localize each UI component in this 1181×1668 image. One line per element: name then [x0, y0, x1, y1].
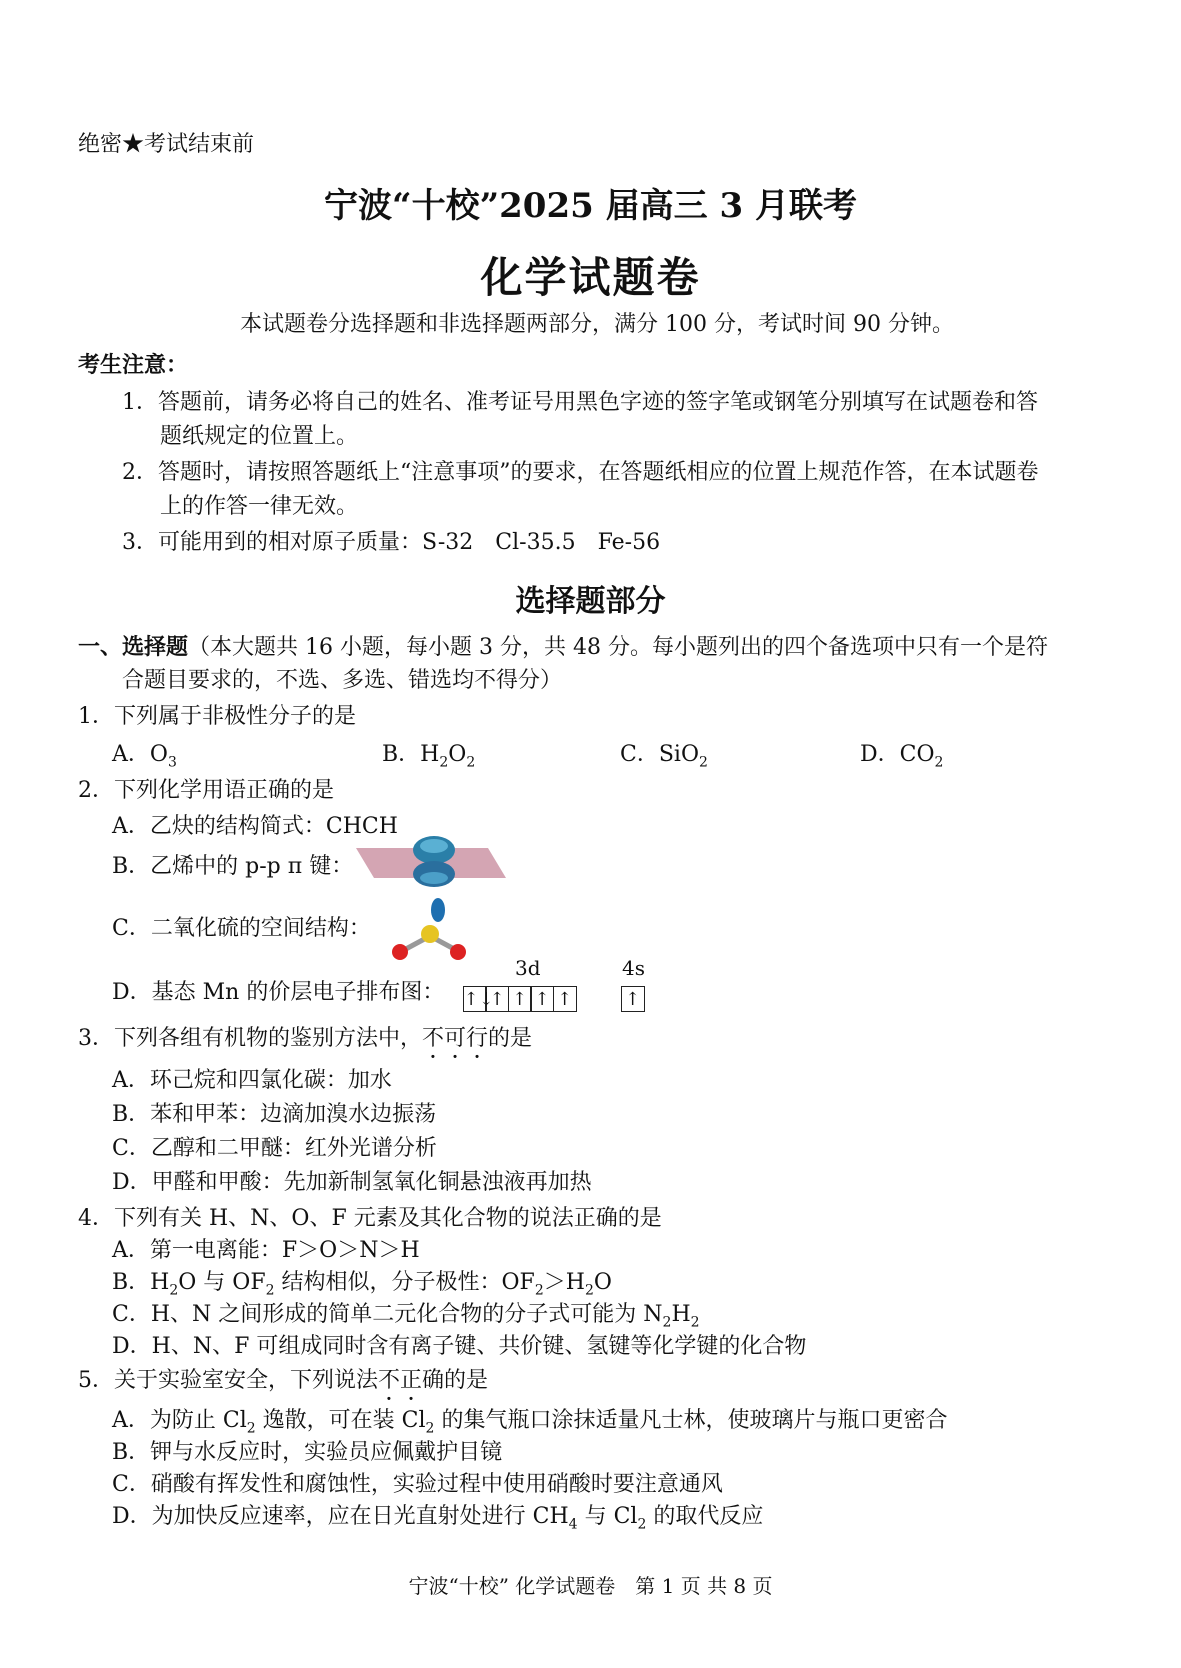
orbital-box: ↑ — [621, 986, 645, 1012]
notice-item-2: 2．答题时，请按照答题纸上“注意事项”的要求，在答题纸相应的位置上规范作答，在本试题卷 — [122, 460, 1039, 485]
page-footer: 宁波“十校” 化学试题卷 第 1 页 共 8 页 — [408, 1574, 773, 1598]
notice-heading: 考生注意： — [78, 352, 189, 378]
q2-option-d: D．基态 Mn 的价层电子排布图： — [112, 980, 445, 1005]
orbital-box: ↑ — [485, 986, 509, 1012]
q5-option-a: A．为防止 $Cl_2$ 逸散，可在装 $Cl_2$ 的集气瓶口涂抹适量凡士林，使玻璃片与瓶口更密合 — [112, 1408, 948, 1437]
question-5-stem: 5．关于实验室安全，下列说法不正确的是 — [78, 1368, 489, 1393]
orbital-box: ↑ — [508, 986, 532, 1012]
part-description-cont: 合题目要求的，不选、多选、错选均不得分） — [122, 668, 563, 693]
q2-option-c: C．二氧化硫的空间结构： — [112, 916, 371, 941]
question-2-stem: 2．下列化学用语正确的是 — [78, 778, 334, 803]
notice-item-1-cont: 题纸规定的位置上。 — [160, 424, 359, 449]
q1-option-a: A．$O_3$ — [112, 742, 177, 771]
q1-option-b: B．$H_2O_2$ — [382, 742, 476, 771]
q3-option-a: A．环己烷和四氯化碳：加水 — [112, 1068, 392, 1093]
intro-text: 本试题卷分选择题和非选择题两部分，满分 100 分，考试时间 90 分钟。 — [240, 312, 954, 337]
q5-option-b: B．钾与水反应时，实验员应佩戴护目镜 — [112, 1440, 503, 1465]
confidential-label: 绝密★考试结束前 — [78, 132, 255, 157]
q4-option-c: C．H、N 之间形成的简单二元化合物的分子式可能为 $N_2H_2$ — [112, 1302, 700, 1331]
part-description: （本大题共 16 小题，每小题 3 分，共 48 分。每小题列出的四个备选项中只有一个是符 — [188, 635, 1048, 660]
notice-item-2-cont: 上的作答一律无效。 — [160, 494, 359, 519]
q5-option-d: D．为加快反应速率，应在日光直射处进行 $CH_4$ 与 $Cl_2$ 的取代反应 — [112, 1504, 764, 1533]
question-1-stem: 1．下列属于非极性分子的是 — [78, 704, 356, 729]
question-4-stem: 4．下列有关 H、N、O、F 元素及其化合物的说法正确的是 — [78, 1206, 662, 1231]
orbital-box: ↑ — [530, 986, 554, 1012]
q3-option-d: D．甲醛和甲酸：先加新制氢氧化铜悬浊液再加热 — [112, 1170, 592, 1195]
q4-option-a: A．第一电离能：F＞O＞N＞H — [112, 1238, 420, 1263]
q2-option-b: B．乙烯中的 p-p π 键： — [112, 854, 354, 879]
orbital-diagram-3d — [464, 986, 577, 1012]
part-label: 一、选择题 — [78, 634, 189, 660]
q4-option-d: D．H、N、F 可组成同时含有离子键、共价键、氢键等化学键的化合物 — [112, 1334, 807, 1359]
q1-option-c: C．SiO$_2$ — [620, 742, 708, 771]
orbital-label-3d: 3d — [515, 956, 541, 980]
orbital-label-4s: 4s — [622, 956, 645, 980]
question-3-stem: 3．下列各组有机物的鉴别方法中，不可行的是 — [78, 1026, 533, 1051]
orbital-box: ↑↓ — [463, 986, 487, 1012]
section-title: 选择题部分 — [515, 584, 666, 619]
q3-option-c: C．乙醇和二甲醚：红外光谱分析 — [112, 1136, 437, 1161]
q3-option-b: B．苯和甲苯：边滴加溴水边振荡 — [112, 1102, 437, 1127]
notice-item-1: 1．答题前，请务必将自己的姓名、准考证号用黑色字迹的签字笔或钢笔分别填写在试题卷和答 — [122, 390, 1039, 415]
subject-title: 化学试题卷 — [480, 253, 701, 302]
orbital-diagram-4s — [622, 986, 645, 1012]
exam-title: 宁波“十校”2025 届高三 3 月联考 — [324, 186, 857, 226]
pi-bond-orbital-illustration — [356, 828, 506, 890]
q4-option-b: B．$H_2O$ 与 $OF_2$ 结构相似，分子极性：$OF_2>H_2O$ — [112, 1270, 612, 1299]
notice-item-3: 3．可能用到的相对原子质量：S-32 Cl-35.5 Fe-56 — [122, 530, 661, 555]
q1-option-d: D．$CO_2$ — [860, 742, 944, 771]
orbital-box: ↑ — [553, 986, 577, 1012]
part-heading — [78, 632, 1048, 663]
q5-option-c: C．硝酸有挥发性和腐蚀性，实验过程中使用硝酸时要注意通风 — [112, 1472, 723, 1497]
so2-molecule-model — [386, 898, 466, 960]
q2-option-a: A．乙炔的结构简式：CHCH — [112, 814, 398, 839]
